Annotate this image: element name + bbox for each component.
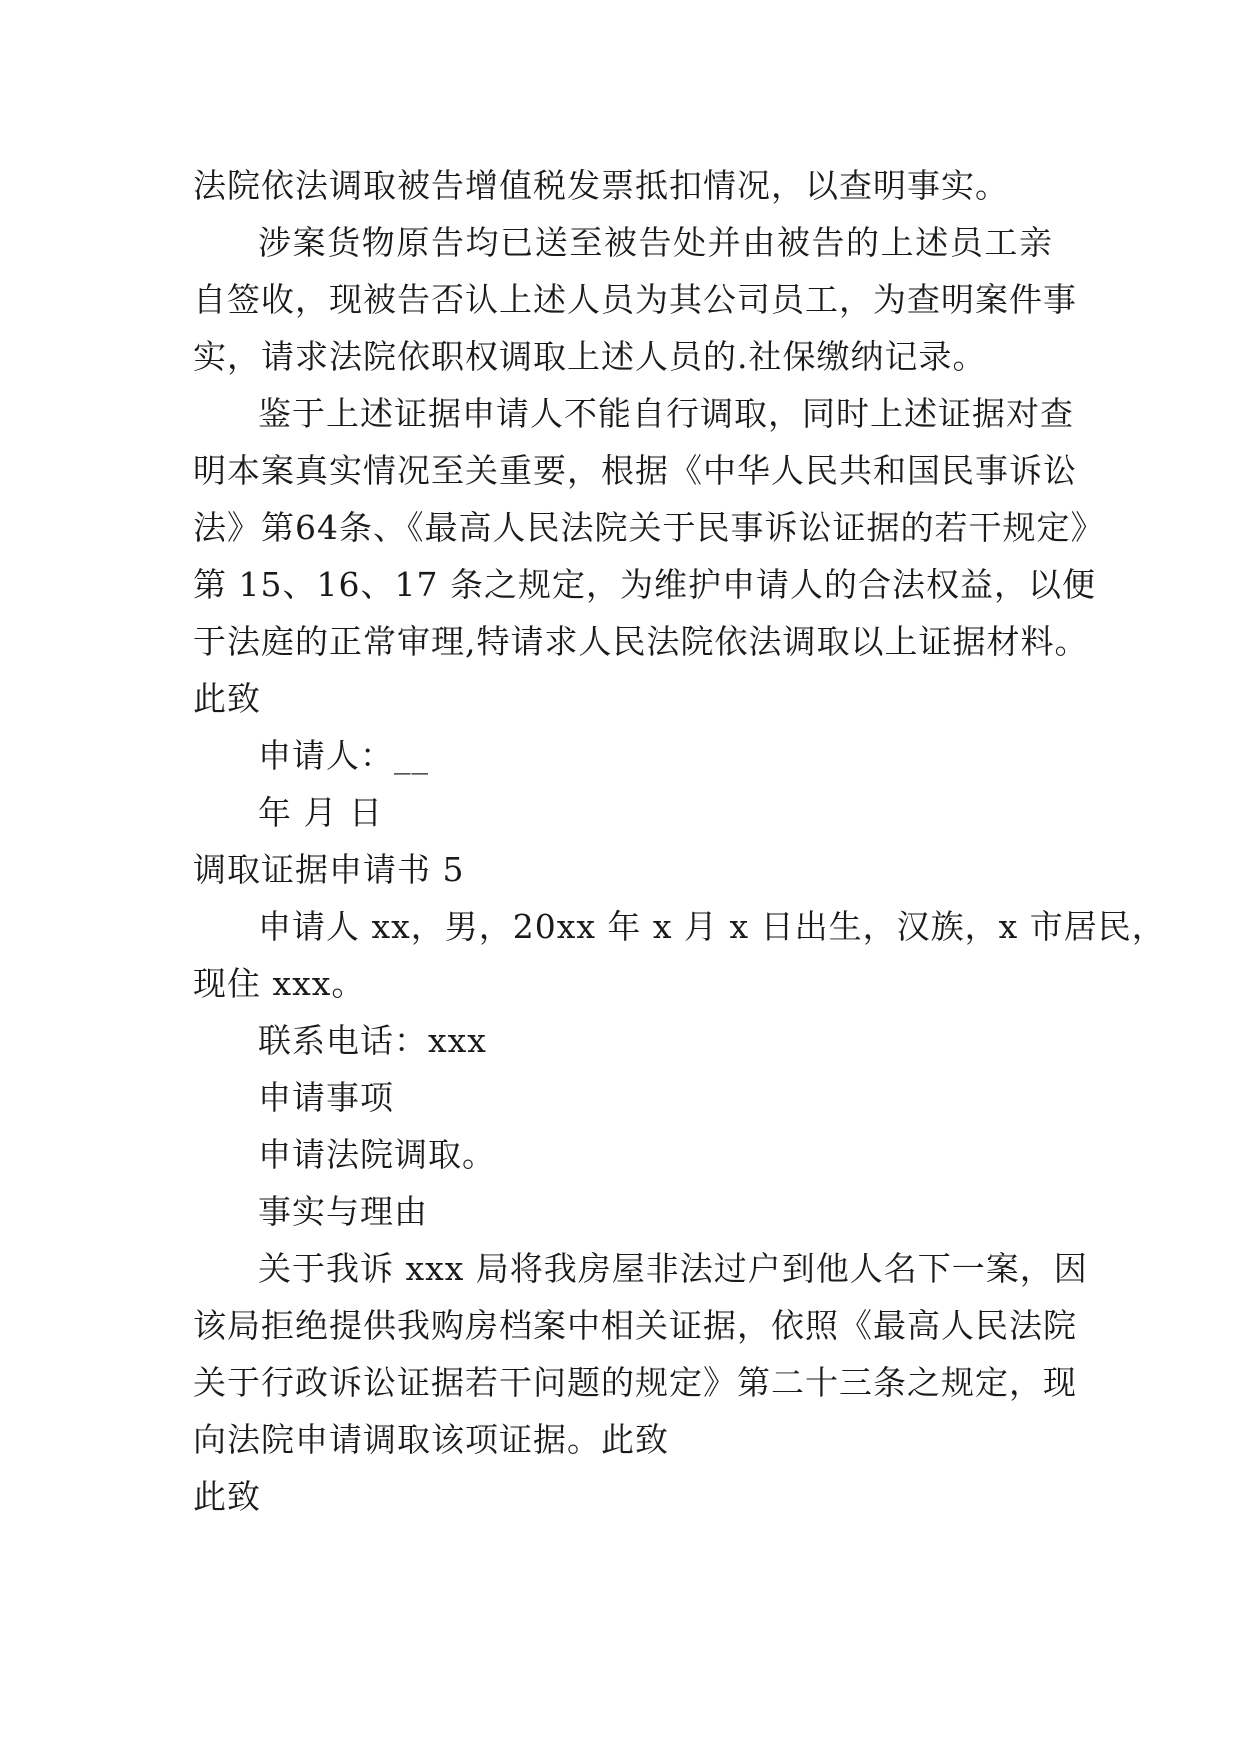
text-line: 法》第64条、《最高人民法院关于民事诉讼证据的若干规定》: [193, 508, 1105, 547]
closing-salutation: 此致: [193, 1477, 261, 1516]
text-line: 鉴于上述证据申请人不能自行调取，同时上述证据对查: [258, 394, 1074, 433]
heading-application-items: 申请事项: [258, 1078, 394, 1117]
text-line: 实，请求法院依职权调取上述人员的.社保缴纳记录。: [193, 337, 987, 376]
heading-facts-reasons: 事实与理由: [258, 1192, 428, 1231]
section-title: 调取证据申请书 5: [193, 850, 465, 889]
date-line: 年 月 日: [258, 793, 383, 832]
text-line: 第 15、16、17 条之规定，为维护申请人的合法权益，以便: [193, 565, 1096, 604]
text-line: 于法庭的正常审理,特请求人民法院依法调取以上证据材料。: [193, 622, 1089, 661]
contact-phone: 联系电话：xxx: [258, 1021, 487, 1060]
text-line: 明本案真实情况至关重要，根据《中华人民共和国民事诉讼: [193, 451, 1077, 490]
text-line: 申请人 xx，男，20xx 年 x 月 x 日出生，汉族，x 市居民，: [258, 907, 1166, 946]
text-line: 自签收，现被告否认上述人员为其公司员工，为查明案件事: [193, 280, 1077, 319]
text-line: 该局拒绝提供我购房档案中相关证据，依照《最高人民法院: [193, 1306, 1077, 1345]
applicant-signature: 申请人：__: [258, 736, 429, 775]
text-line: 申请法院调取。: [258, 1135, 496, 1174]
text-line: 现住 xxx。: [193, 964, 366, 1003]
text-line: 涉案货物原告均已送至被告处并由被告的上述员工亲: [258, 223, 1053, 262]
closing-salutation: 此致: [193, 679, 261, 718]
text-line: 向法院申请调取该项证据。此致: [193, 1420, 669, 1459]
text-line: 关于行政诉讼证据若干问题的规定》第二十三条之规定，现: [193, 1363, 1077, 1402]
text-line: 关于我诉 xxx 局将我房屋非法过户到他人名下一案，因: [258, 1249, 1088, 1288]
text-line: 法院依法调取被告增值税发票抵扣情况，以查明事实。: [193, 166, 1009, 205]
